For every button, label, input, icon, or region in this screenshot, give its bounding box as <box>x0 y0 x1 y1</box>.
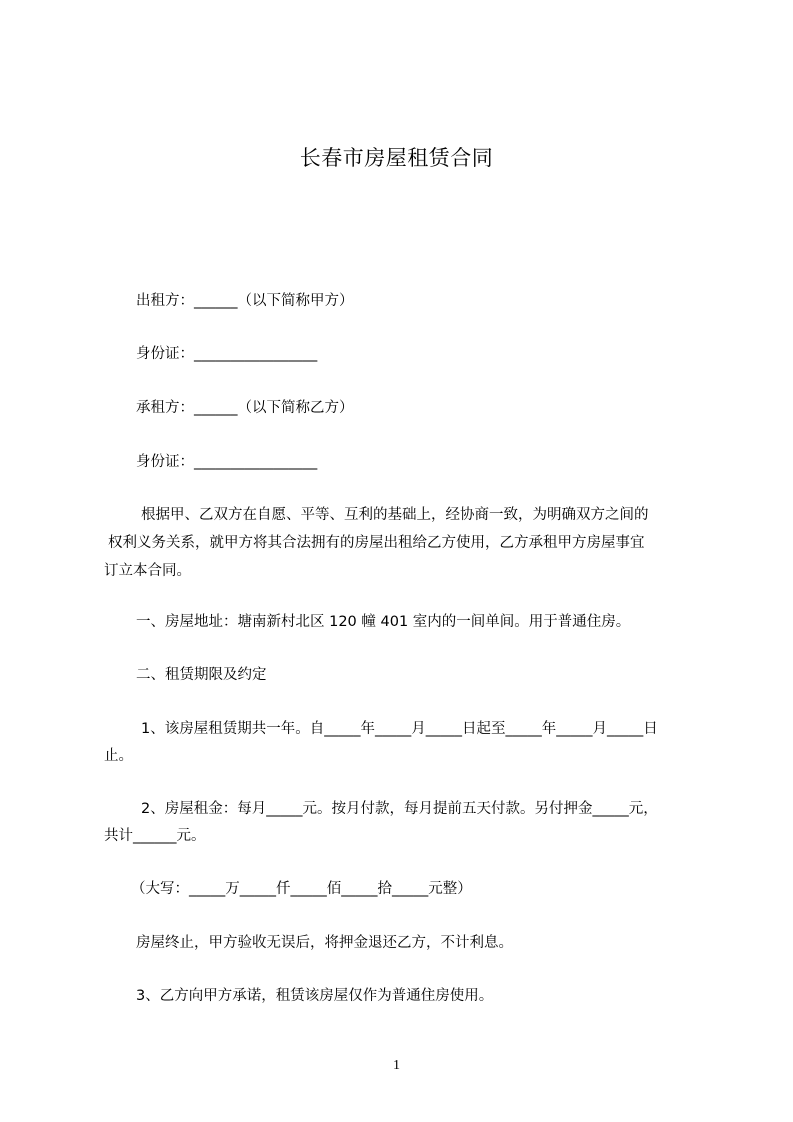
clause-3-line: 3、乙方向甲方承诺，租赁该房屋仅作为普通住房使用。 <box>136 988 494 1004</box>
lessee-id-line: 身份证：_________________ <box>136 454 318 470</box>
section-2-heading: 二、租赁期限及约定 <box>136 667 267 683</box>
clause-1-line-1: 1、该房屋租赁期共一年。自_____年_____月_____日起至_____年_____月_____日 <box>141 721 658 737</box>
intro-paragraph-line-2: 权利义务关系，就甲方将其合法拥有的房屋出租给乙方使用，乙方承租甲方房屋事宜 <box>108 535 645 551</box>
lessor-line: 出租方：______（以下简称甲方） <box>136 293 354 309</box>
lessor-id-line: 身份证：_________________ <box>136 346 318 362</box>
document-title: 长春市房屋租赁合同 <box>299 146 494 170</box>
clause-2-line-1: 2、房屋租金：每月_____元。按月付款，每月提前五天付款。另付押金_____元， <box>141 801 658 817</box>
section-1-address: 一、房屋地址：塘南新村北区 120 幢 401 室内的一间单间。用于普通住房。 <box>136 614 631 630</box>
clause-1-line-2: 止。 <box>104 748 133 764</box>
amount-in-words: （大写：_____万_____仟_____佰_____拾_____元整） <box>131 881 472 897</box>
lessee-line: 承租方：______（以下简称乙方） <box>136 400 354 416</box>
clause-2-line-2: 共计______元。 <box>104 828 206 844</box>
deposit-return-line: 房屋终止，甲方验收无误后，将押金退还乙方，不计利息。 <box>136 935 513 951</box>
intro-paragraph-line-1: 根据甲、乙双方在自愿、平等、互利的基础上，经协商一致，为明确双方之间的 <box>141 507 649 523</box>
intro-paragraph-line-3: 订立本合同。 <box>104 563 191 579</box>
page-number: 1 <box>393 1058 400 1073</box>
